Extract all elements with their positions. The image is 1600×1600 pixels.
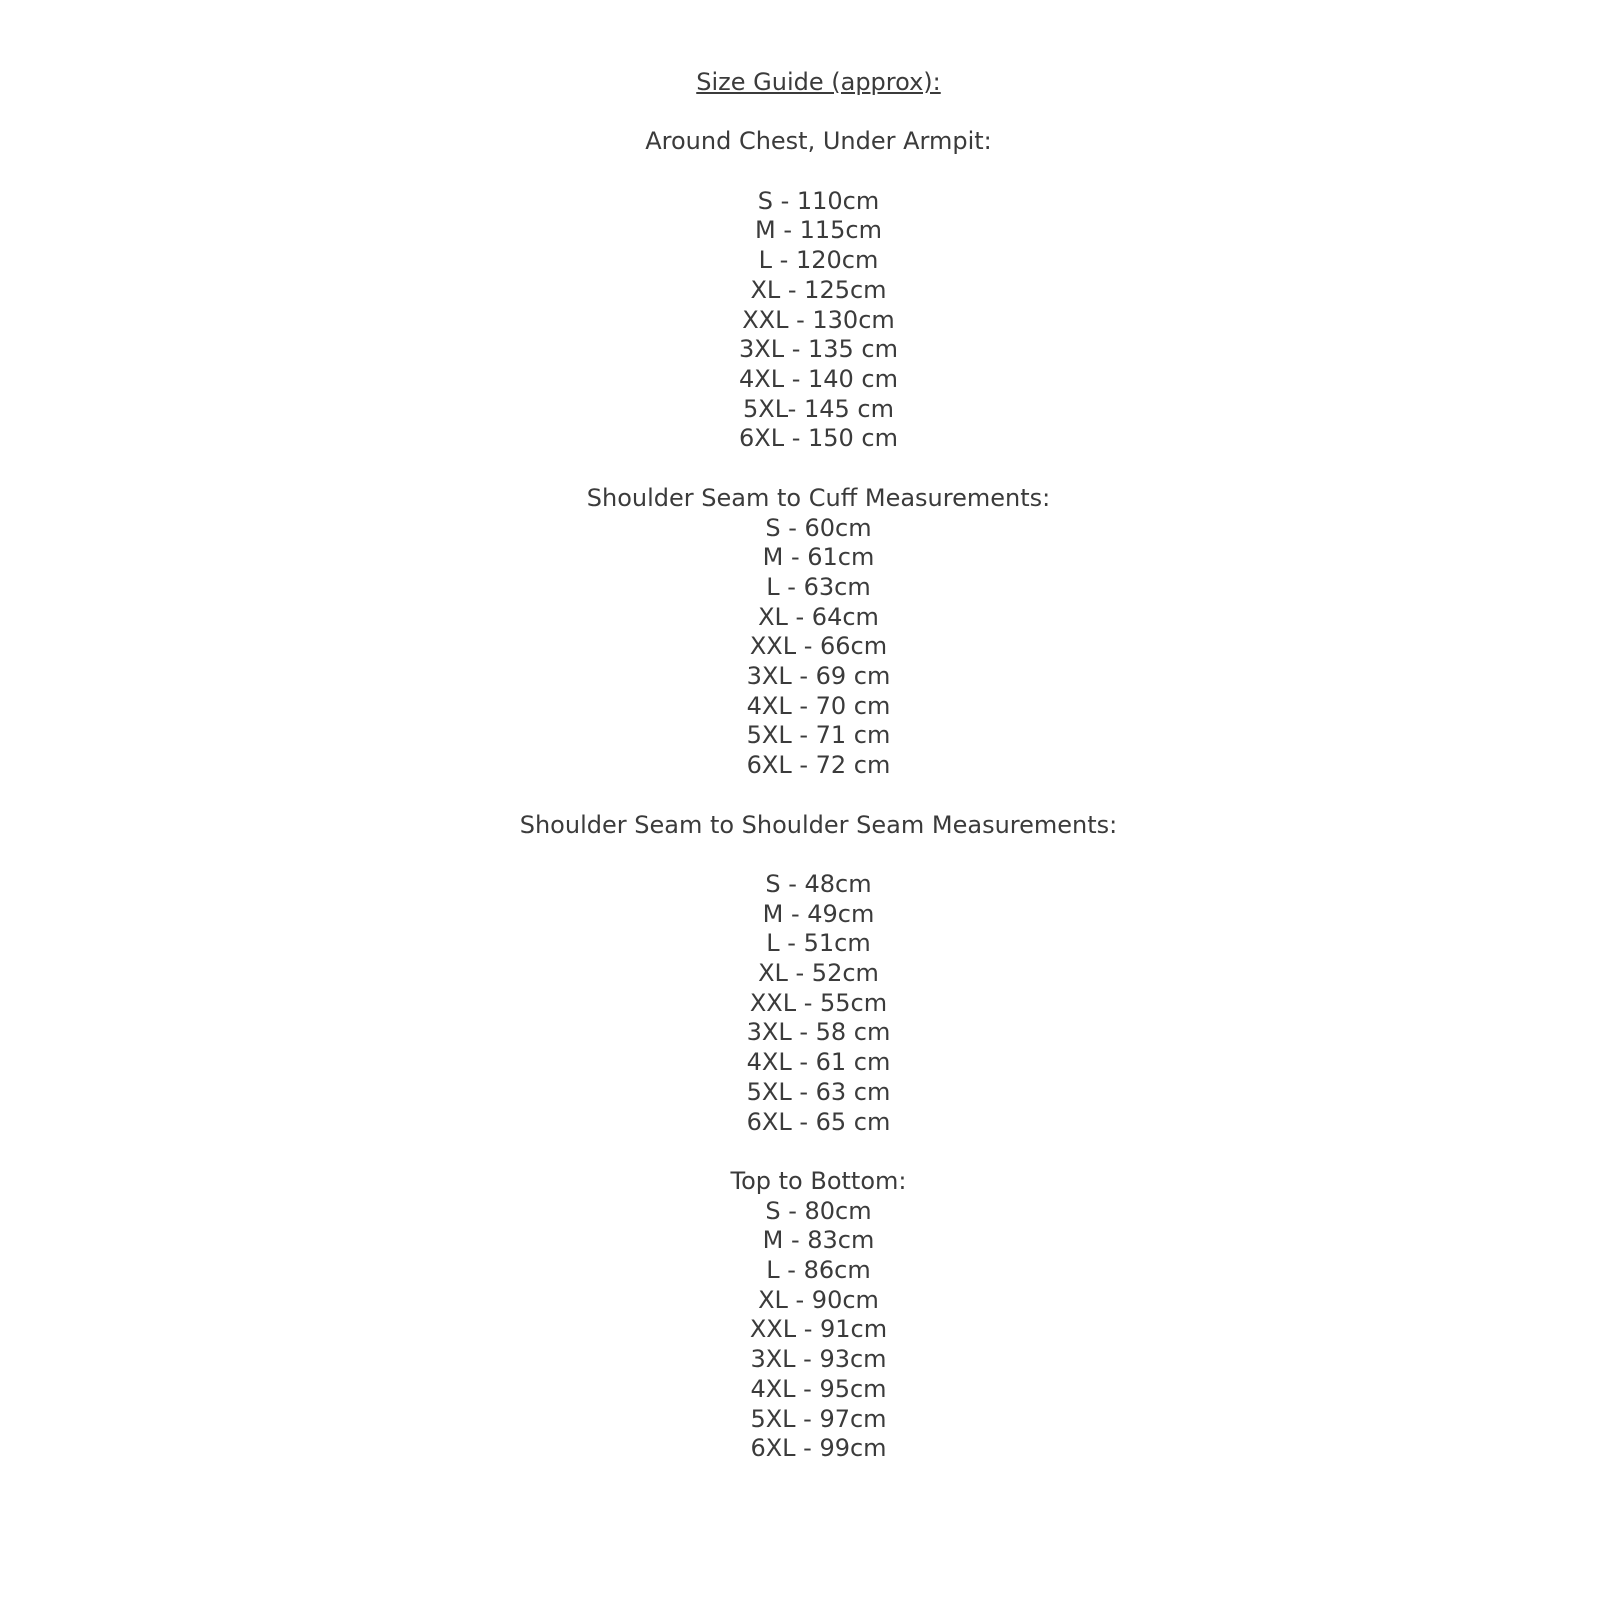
size-row: 5XL- 145 cm — [743, 394, 894, 423]
section-heading-seam-to-cuff: Shoulder Seam to Cuff Measurements: — [586, 483, 1051, 512]
size-row: 4XL - 61 cm — [746, 1048, 891, 1077]
size-row: XL - 64cm — [758, 602, 879, 631]
blank-line — [37, 98, 1600, 128]
size-row: 5XL - 97cm — [750, 1404, 887, 1433]
size-row: M - 83cm — [762, 1226, 875, 1255]
size-row: 4XL - 70 cm — [746, 691, 891, 720]
size-row: S - 48cm — [765, 869, 872, 898]
size-row: L - 63cm — [766, 572, 871, 601]
size-row: 5XL - 71 cm — [746, 721, 891, 750]
size-row: 5XL - 63 cm — [746, 1077, 891, 1106]
blank-line — [37, 840, 1600, 870]
page-title — [37, 68, 1600, 98]
size-row: 6XL - 65 cm — [746, 1107, 891, 1136]
size-row: S - 110cm — [757, 186, 880, 215]
page-title-text: Size Guide (approx): — [696, 68, 941, 96]
size-row: L - 51cm — [766, 929, 871, 958]
size-row: 3XL - 135 cm — [738, 335, 898, 364]
blank-line — [37, 781, 1600, 811]
size-row: L - 86cm — [766, 1256, 871, 1285]
blank-line — [37, 1137, 1600, 1167]
size-row: M - 115cm — [754, 216, 882, 245]
size-row: XL - 52cm — [758, 959, 879, 988]
size-row: M - 61cm — [762, 543, 875, 572]
blank-line — [37, 157, 1600, 187]
blank-line — [37, 454, 1600, 484]
size-row: 3XL - 93cm — [750, 1345, 887, 1374]
size-row: S - 60cm — [765, 513, 872, 542]
size-row: XL - 90cm — [758, 1285, 879, 1314]
size-row: L - 120cm — [758, 246, 879, 275]
size-row: XXL - 130cm — [742, 305, 895, 334]
size-row: XXL - 91cm — [749, 1315, 888, 1344]
size-row: M - 49cm — [762, 899, 875, 928]
size-row: 6XL - 99cm — [750, 1434, 887, 1463]
section-heading-around-chest: Around Chest, Under Armpit: — [645, 127, 992, 156]
size-row: 6XL - 150 cm — [738, 424, 898, 453]
size-row: 6XL - 72 cm — [746, 751, 891, 780]
section-heading-top-to-bottom: Top to Bottom: — [730, 1166, 907, 1195]
size-row: XL - 125cm — [750, 275, 887, 304]
size-row: XXL - 66cm — [749, 632, 888, 661]
size-row: 3XL - 69 cm — [746, 662, 891, 691]
size-guide-document — [37, 0, 1600, 1464]
size-row: 3XL - 58 cm — [746, 1018, 891, 1047]
size-row: 4XL - 140 cm — [738, 365, 898, 393]
size-row: 4XL - 95cm — [750, 1374, 887, 1403]
section-heading-seam-to-seam: Shoulder Seam to Shoulder Seam Measurements: — [519, 810, 1118, 839]
size-row: XXL - 55cm — [749, 988, 888, 1017]
size-row: S - 80cm — [765, 1196, 872, 1225]
